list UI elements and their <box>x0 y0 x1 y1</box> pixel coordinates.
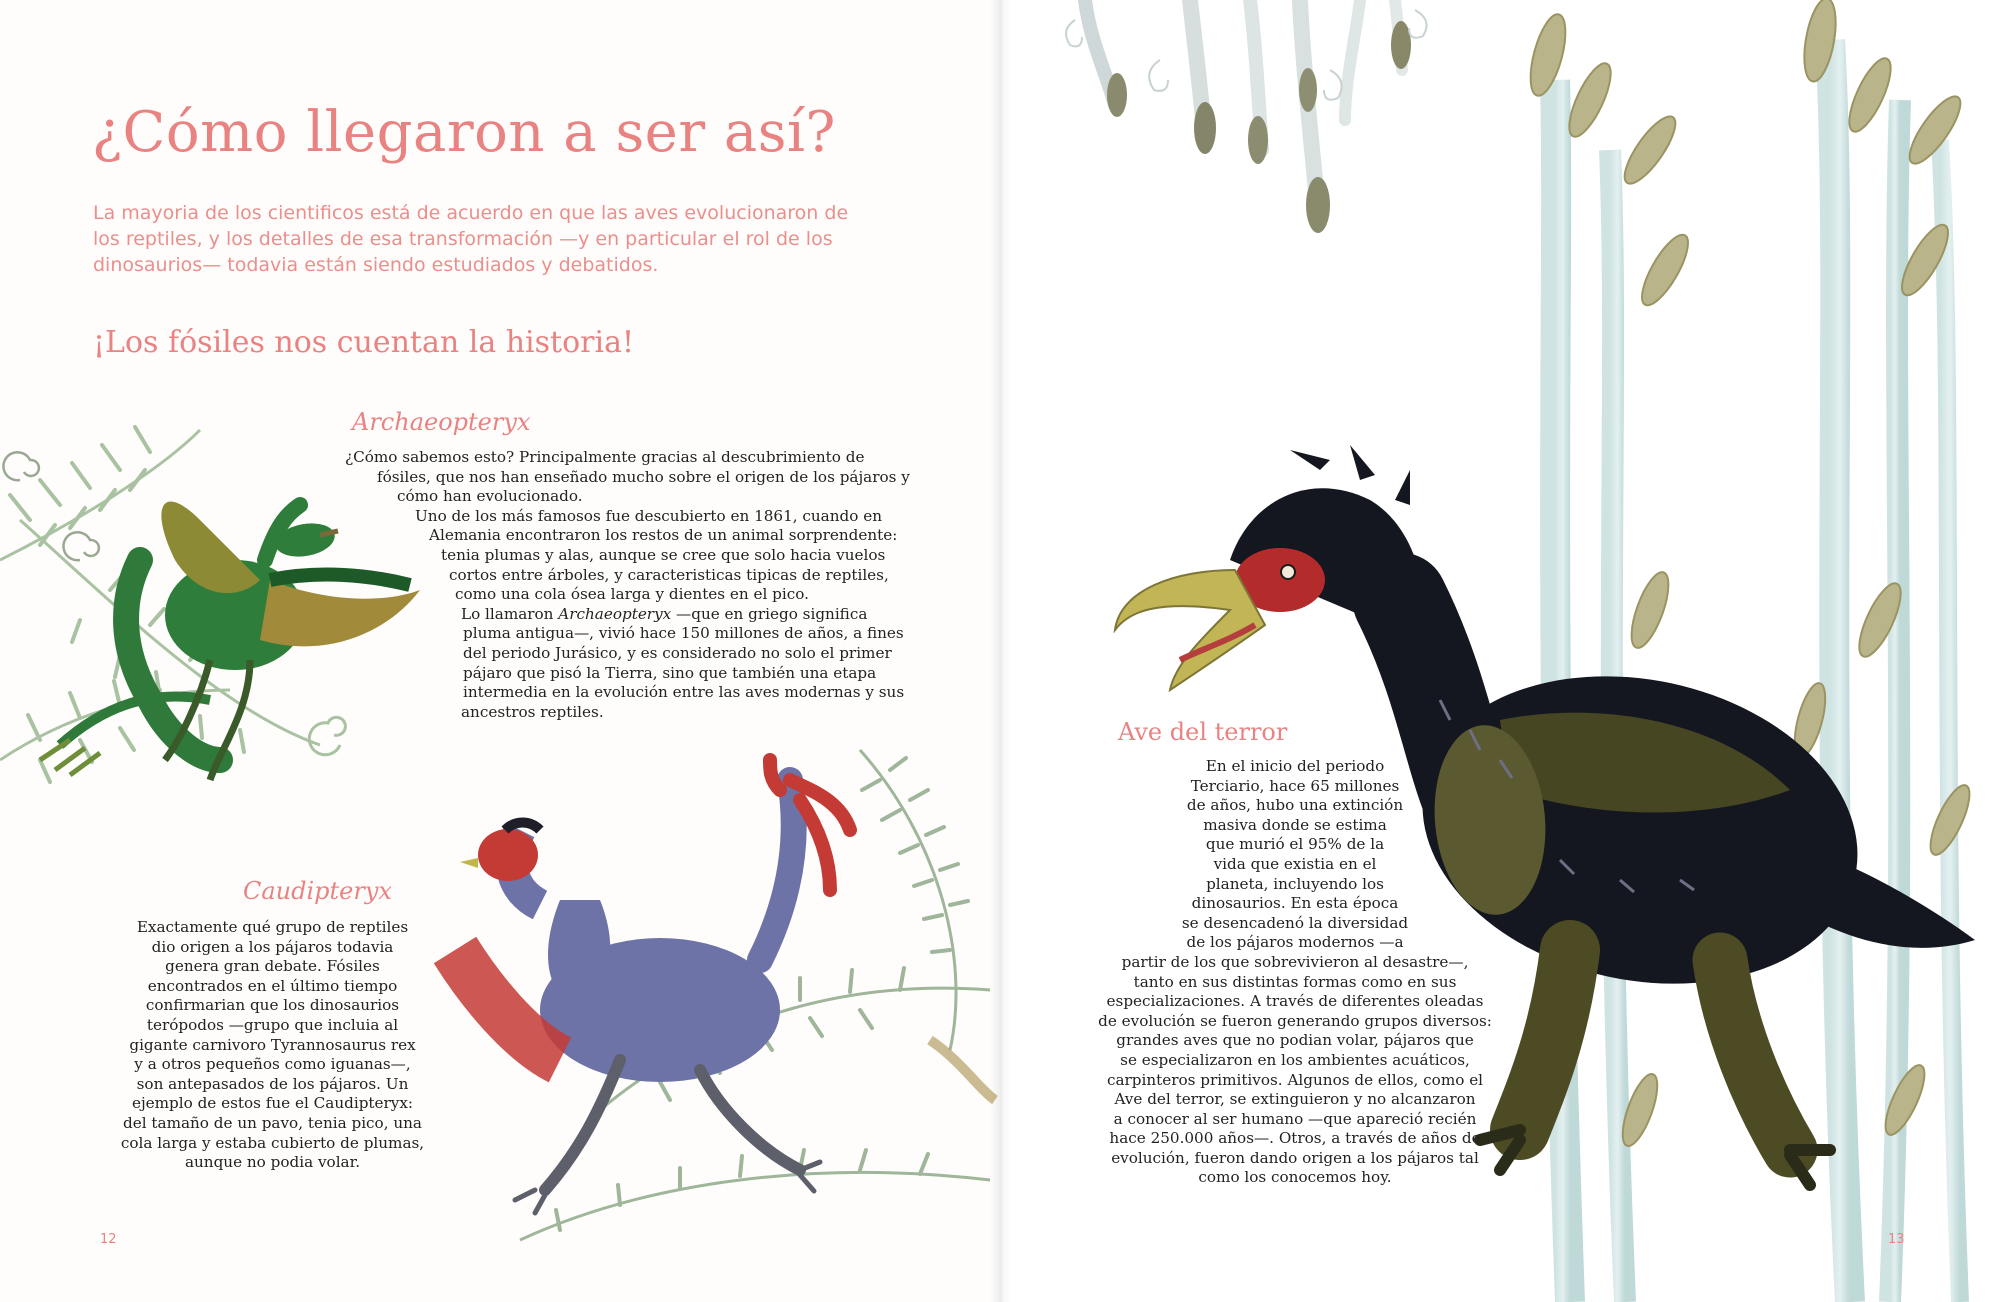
text-line: ancestros reptiles. <box>461 702 604 721</box>
text-line: grandes aves que no podian volar, pájaros que <box>1116 1031 1474 1050</box>
text-line: gigante carnivoro Tyrannosaurus rex <box>129 1035 416 1054</box>
text-line: cortos entre árboles, y caracteristicas tipicas de reptiles, <box>449 565 889 584</box>
text-line: como los conocemos hoy. <box>1198 1168 1392 1187</box>
text-line: se desencadenó la diversidad <box>1181 913 1409 932</box>
text-line: del periodo Jurásico, y es considerado no solo el primer <box>463 643 892 662</box>
text-line: a conocer al ser humano —que apareció recién <box>1113 1109 1477 1128</box>
text-line: genera gran debate. Fósiles <box>165 957 380 976</box>
text-line: encontrados en el último tiempo <box>147 976 398 995</box>
text-line: cola larga y estaba cubierto de plumas, <box>120 1133 425 1152</box>
terror-bird-title: Ave del terror <box>1118 718 1288 746</box>
text-line: evolución, fueron dando origen a los pájaros tal <box>1111 1148 1479 1167</box>
text-line: vida que existia en el <box>1213 854 1377 873</box>
text-line: dio origen a los pájaros todavia <box>151 937 394 956</box>
archaeopteryx-title: Archaeopteryx <box>352 408 531 436</box>
text-line: Ave del terror, se extinguieron y no alcanzaron <box>1114 1090 1476 1109</box>
text-line: cómo han evolucionado. <box>397 487 583 506</box>
text-line: ¿Cómo sabemos esto? Principalmente gracias al descubrimiento de <box>345 448 865 466</box>
text-line: Uno de los más famosos fue descubierto en 1861, cuando en <box>415 506 882 525</box>
text-line: masiva donde se estima <box>1203 815 1387 834</box>
text-segment: —que en griego significa <box>676 604 868 623</box>
text-line: Terciario, hace 65 millones <box>1190 776 1400 795</box>
text-line: dinosaurios. En esta época <box>1191 894 1399 913</box>
caudipteryx-title: Caudipteryx <box>243 877 392 905</box>
text-line: tanto en sus distintas formas como en sus <box>1133 972 1457 991</box>
section-subheading: ¡Los fósiles nos cuentan la historia! <box>93 325 635 360</box>
text-line: ejemplo de estos fue el Caudipteryx: <box>131 1094 414 1113</box>
text-line: fósiles, que nos han enseñado mucho sobre el origen de los pájaros y <box>377 467 910 486</box>
text-segment: Lo llamaron <box>461 604 554 623</box>
intro-line: los reptiles, y los detalles de esa transformación —y en particular el rol de los <box>93 228 833 250</box>
intro-paragraph <box>93 200 893 278</box>
species-name-italic: Archaeopteryx <box>558 604 672 623</box>
text-line: especializaciones. A través de diferentes oleadas <box>1106 992 1484 1011</box>
text-line: del tamaño de un pavo, tenia pico, una <box>123 1113 422 1132</box>
text-line: partir de los que sobrevivieron al desastre—, <box>1121 952 1469 971</box>
hanging-cone-plants-illustration <box>1066 0 1427 233</box>
text-line: tenia plumas y alas, aunque se cree que solo hacia vuelos <box>441 545 886 564</box>
intro-line: La mayoria de los cientificos está de acuerdo en que las aves evolucionaron de <box>93 202 849 224</box>
text-line: Exactamente qué grupo de reptiles <box>136 918 409 936</box>
text-line: terópodos —grupo que incluia al <box>146 1015 399 1034</box>
text-line: En el inicio del periodo <box>1205 757 1385 775</box>
terror-bird-text <box>1090 757 1500 1188</box>
text-line: de los pájaros modernos —a <box>1186 933 1404 952</box>
text-line: Alemania encontraron los restos de un animal sorprendente: <box>429 526 898 545</box>
text-line: pluma antigua—, vivió hace 150 millones de años, a fines <box>463 624 904 643</box>
page-title: ¿Cómo llegaron a ser así? <box>92 100 836 165</box>
text-line: intermedia en la evolución entre las aves modernas y sus <box>463 683 905 702</box>
text-line: de evolución se fueron generando grupos diversos: <box>1098 1011 1492 1030</box>
page-number-right: 13 <box>1888 1232 1905 1247</box>
text-line: y a otros pequeños como iguanas—, <box>134 1055 411 1074</box>
archaeopteryx-text <box>345 448 910 722</box>
caudipteryx-text <box>100 918 445 1173</box>
text-line: se especializaron en los ambientes acuáticos, <box>1120 1050 1470 1069</box>
text-line: como una cola ósea larga y dientes en el pico. <box>455 585 809 604</box>
text-line: hace 250.000 años—. Otros, a través de años de <box>1109 1129 1481 1148</box>
text-line: confirmarian que los dinosaurios <box>145 996 400 1015</box>
text-line: planeta, incluyendo los <box>1206 874 1384 893</box>
intro-line: dinosaurios— todavia están siendo estudiados y debatidos. <box>93 254 659 276</box>
text-line: son antepasados de los pájaros. Un <box>136 1074 409 1093</box>
page-number-left: 12 <box>100 1232 117 1247</box>
text-line: que murió el 95% de la <box>1205 835 1385 854</box>
text-line: aunque no podia volar. <box>184 1153 361 1172</box>
caudipteryx-illustration <box>455 760 850 1213</box>
text-line-mixed <box>461 605 910 625</box>
text-line: pájaro que pisó la Tierra, sino que también una etapa <box>463 663 877 682</box>
text-line: carpinteros primitivos. Algunos de ellos, como el <box>1106 1070 1484 1089</box>
text-line: de años, hubo una extinción <box>1186 796 1404 815</box>
